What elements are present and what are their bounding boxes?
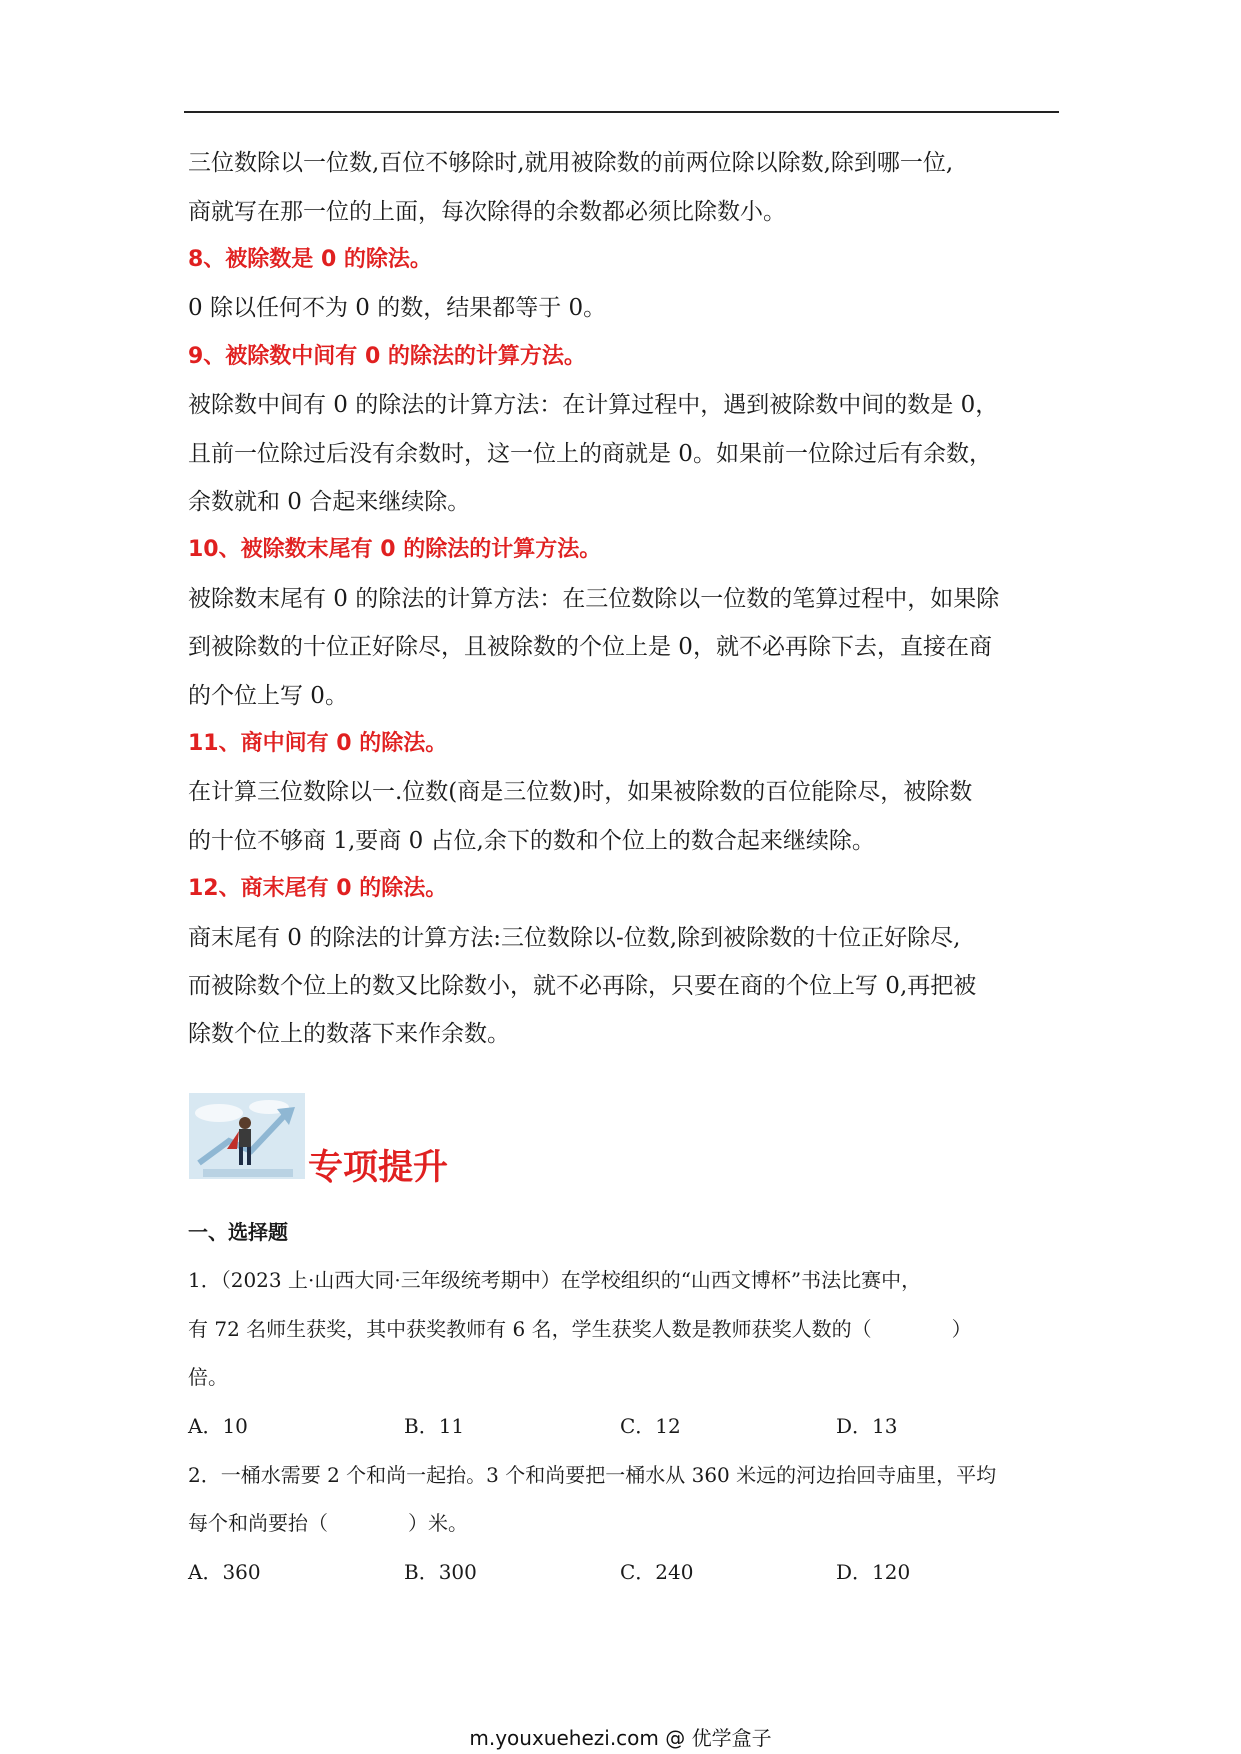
option-d[interactable]: D．13 [836, 1414, 898, 1438]
question-1-line: 倍。 [188, 1365, 228, 1389]
option-a[interactable]: A．360 [188, 1560, 261, 1584]
question-2-line: 每个和尚要抬（ ）米。 [188, 1511, 468, 1535]
subsection-heading: 一、选择题 [188, 1220, 288, 1244]
header-rule [184, 111, 1059, 113]
question-1-line: 1．（2023 上·山西大同·三年级统考期中）在学校组织的“山西文博杯”书法比赛中， [188, 1268, 922, 1292]
body-line: 商末尾有 0 的除法的计算方法:三位数除以-位数,除到被除数的十位正好除尽, [188, 925, 961, 951]
body-line: 且前一位除过后没有余数时，这一位上的商就是 0。如果前一位除过后有余数， [188, 441, 992, 467]
body-line: 被除数中间有 0 的除法的计算方法：在计算过程中，遇到被除数中间的数是 0， [188, 392, 999, 418]
section-banner-illustration [189, 1093, 305, 1179]
body-line: 到被除数的十位正好除尽，且被除数的个位上是 0，就不必再除下去，直接在商 [188, 634, 992, 660]
footer-watermark: m.youxuehezi.com @ 优学盒子 [469, 1726, 772, 1750]
option-c[interactable]: C．12 [620, 1414, 681, 1438]
intro-line: 三位数除以一位数,百位不够除时,就用被除数的前两位除以除数,除到哪一位, [188, 150, 954, 176]
heading-10: 10、被除数末尾有 0 的除法的计算方法。 [188, 537, 602, 562]
body-line: 0 除以任何不为 0 的数，结果都等于 0。 [188, 295, 607, 321]
body-line: 在计算三位数除以一.位数(商是三位数)时，如果被除数的百位能除尽，被除数 [188, 779, 973, 805]
heading-11: 11、商中间有 0 的除法。 [188, 731, 448, 756]
section-title: 专项提升 [308, 1147, 449, 1188]
option-a[interactable]: A．10 [188, 1414, 248, 1438]
heading-8: 8、被除数是 0 的除法。 [188, 247, 432, 272]
body-line: 除数个位上的数落下来作余数。 [188, 1021, 510, 1047]
body-line: 的个位上写 0。 [188, 683, 348, 709]
question-1-line: 有 72 名师生获奖，其中获奖教师有 6 名，学生获奖人数是教师获奖人数的（ ） [188, 1317, 972, 1341]
heading-9: 9、被除数中间有 0 的除法的计算方法。 [188, 344, 586, 369]
body-line: 被除数末尾有 0 的除法的计算方法：在三位数除以一位数的笔算过程中，如果除 [188, 586, 1000, 612]
option-b[interactable]: B．11 [404, 1414, 465, 1438]
body-line: 而被除数个位上的数又比除数小，就不必再除，只要在商的个位上写 0,再把被 [188, 973, 977, 999]
intro-line: 商就写在那一位的上面，每次除得的余数都必须比除数小。 [188, 199, 786, 225]
option-c[interactable]: C．240 [620, 1560, 694, 1584]
body-line: 的十位不够商 1,要商 0 占位,余下的数和个位上的数合起来继续除。 [188, 828, 875, 854]
heading-12: 12、商末尾有 0 的除法。 [188, 876, 448, 901]
option-b[interactable]: B．300 [404, 1560, 477, 1584]
question-2-line: 2．一桶水需要 2 个和尚一起抬。3 个和尚要把一桶水从 360 米远的河边抬回寺庙里，平均 [188, 1463, 997, 1487]
body-line: 余数就和 0 合起来继续除。 [188, 489, 471, 515]
option-d[interactable]: D．120 [836, 1560, 911, 1584]
